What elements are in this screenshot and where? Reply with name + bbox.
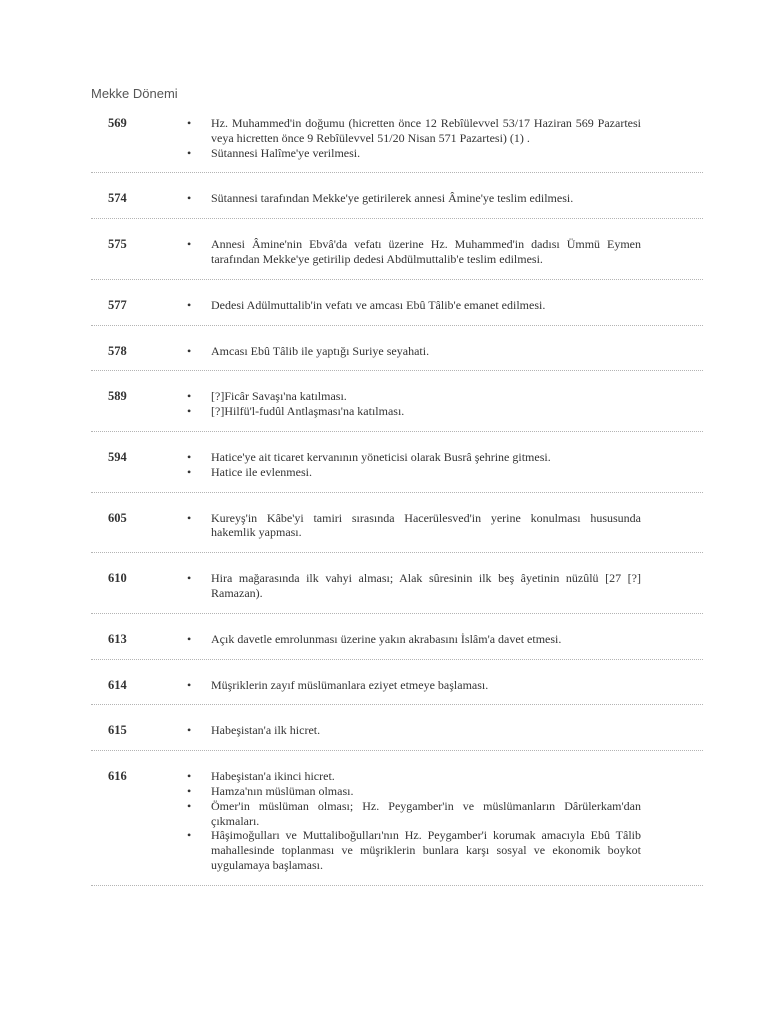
event-item <box>187 678 641 693</box>
bullet-icon: • <box>187 389 192 404</box>
event-item <box>187 404 641 419</box>
event-item <box>187 769 641 784</box>
event-item <box>187 450 641 465</box>
bullet-icon: • <box>187 237 192 252</box>
bullet-icon: • <box>187 571 192 586</box>
timeline-row <box>91 385 703 432</box>
year-label: 577 <box>108 297 127 312</box>
timeline-row <box>91 187 703 219</box>
timeline-row <box>91 674 703 706</box>
timeline-row <box>91 446 703 493</box>
year-label: 574 <box>108 191 127 206</box>
year-label: 589 <box>108 389 127 404</box>
event-list <box>187 298 641 313</box>
event-item <box>187 632 641 647</box>
event-text: Sütannesi Halîme'ye verilmesi. <box>211 145 361 160</box>
event-item <box>187 298 641 313</box>
event-list <box>187 237 641 267</box>
year-label: 578 <box>108 343 127 358</box>
event-list <box>187 632 641 647</box>
event-list <box>187 678 641 693</box>
timeline-row <box>91 567 703 614</box>
event-item <box>187 828 641 872</box>
year-label: 605 <box>108 510 127 525</box>
event-text: Kureyş'in Kâbe'yi tamiri sırasında Hacerülesved'in yerine konulması hususunda hakemlik yapması. <box>211 510 641 540</box>
event-text: Annesi Âmine'nin Ebvâ'da vefatı üzerine Hz. Muhammed'in dadısı Ümmü Eymen tarafından Mekke'ye getirilip dedesi Abdülmuttalib'e teslim edilmesi. <box>211 237 641 266</box>
event-item <box>187 723 641 738</box>
timeline-row <box>91 233 703 280</box>
event-list <box>187 571 641 601</box>
event-text: Açık davetle emrolunması üzerine yakın akrabasını İslâm'a davet etmesi. <box>211 631 562 646</box>
event-list <box>187 344 641 359</box>
event-text: Hâşimoğulları ve Muttaliboğulları'nın Hz. Peygamber'i korumak amacıyla Ebû Tâlib mahallesinde toplanması ve müşriklerin bunlara karşı sosyal ve ekonomik boykot uygulamaya başlaması. <box>211 828 641 872</box>
bullet-icon: • <box>187 798 192 813</box>
event-list <box>187 450 641 480</box>
bullet-icon: • <box>187 404 192 419</box>
event-item <box>187 784 641 799</box>
event-text: Hatice'ye ait ticaret kervanının yöneticisi olarak Busrâ şehrine gitmesi. <box>211 449 551 464</box>
event-text: Ömer'in müslüman olması; Hz. Peygamber'in ve müslümanların Dârülerkam'dan çıkmaları. <box>211 798 641 828</box>
event-item <box>187 191 641 206</box>
event-list <box>187 723 641 738</box>
year-label: 569 <box>108 116 127 130</box>
bullet-icon: • <box>187 191 192 206</box>
event-text: Müşriklerin zayıf müslümanlara eziyet etmeye başlaması. <box>211 677 489 692</box>
event-text: Hz. Muhammed'in doğumu (hicretten önce 12 Rebîülevvel 53/17 Haziran 569 Pazartesi veya hicretten önce 9 Rebîülevvel 51/20 Nisan 571 Pazartesi) (1) . <box>211 116 641 145</box>
event-list <box>187 191 641 206</box>
bullet-icon: • <box>187 723 192 738</box>
timeline-row <box>91 112 703 173</box>
year-label: 616 <box>108 769 127 784</box>
year-label: 594 <box>108 449 127 464</box>
year-label: 610 <box>108 571 127 586</box>
year-label: 575 <box>108 237 127 252</box>
timeline-row <box>91 294 703 326</box>
event-item <box>187 389 641 404</box>
event-item <box>187 799 641 829</box>
timeline-row <box>91 340 703 372</box>
bullet-icon: • <box>187 116 192 130</box>
event-item <box>187 146 641 161</box>
event-text: [?]Ficâr Savaşı'na katılması. <box>211 389 347 404</box>
timeline-row <box>91 507 703 554</box>
bullet-icon: • <box>187 677 192 692</box>
event-item <box>187 571 641 601</box>
event-text: Hatice ile evlenmesi. <box>211 464 312 479</box>
bullet-icon: • <box>187 769 192 784</box>
bullet-icon: • <box>187 145 192 160</box>
event-text: Habeşistan'a ikinci hicret. <box>211 769 335 784</box>
bullet-icon: • <box>187 449 192 464</box>
event-text: Hamza'nın müslüman olması. <box>211 783 354 798</box>
page-title: Mekke Dönemi <box>91 86 178 101</box>
timeline-row <box>91 628 703 660</box>
bullet-icon: • <box>187 510 192 525</box>
event-item <box>187 116 641 146</box>
event-text: Amcası Ebû Tâlib ile yaptığı Suriye seyahati. <box>211 343 430 358</box>
bullet-icon: • <box>187 464 192 479</box>
event-item <box>187 344 641 359</box>
timeline-row <box>91 765 703 886</box>
event-list <box>187 511 641 541</box>
year-label: 613 <box>108 631 127 646</box>
bullet-icon: • <box>187 828 192 843</box>
timeline-row <box>91 719 703 751</box>
event-text: Habeşistan'a ilk hicret. <box>211 723 321 738</box>
timeline-table <box>91 112 703 900</box>
event-text: Hira mağarasında ilk vahyi alması; Alak sûresinin ilk beş âyetinin nüzûlü [27 [?] Ramazan). <box>211 571 641 600</box>
event-item <box>187 237 641 267</box>
event-list <box>187 389 641 419</box>
event-text: Sütannesi tarafından Mekke'ye getirilerek annesi Âmine'ye teslim edilmesi. <box>211 191 574 206</box>
bullet-icon: • <box>187 297 192 312</box>
event-text: Dedesi Adülmuttalib'in vefatı ve amcası Ebû Tâlib'e emanet edilmesi. <box>211 297 546 312</box>
event-text: [?]Hilfü'l-fudûl Antlaşması'na katılması. <box>211 404 405 419</box>
bullet-icon: • <box>187 783 192 798</box>
year-label: 614 <box>108 677 127 692</box>
event-item <box>187 465 641 480</box>
event-list <box>187 116 641 160</box>
bullet-icon: • <box>187 631 192 646</box>
event-item <box>187 511 641 541</box>
year-label: 615 <box>108 723 127 738</box>
bullet-icon: • <box>187 343 192 358</box>
event-list <box>187 769 641 873</box>
